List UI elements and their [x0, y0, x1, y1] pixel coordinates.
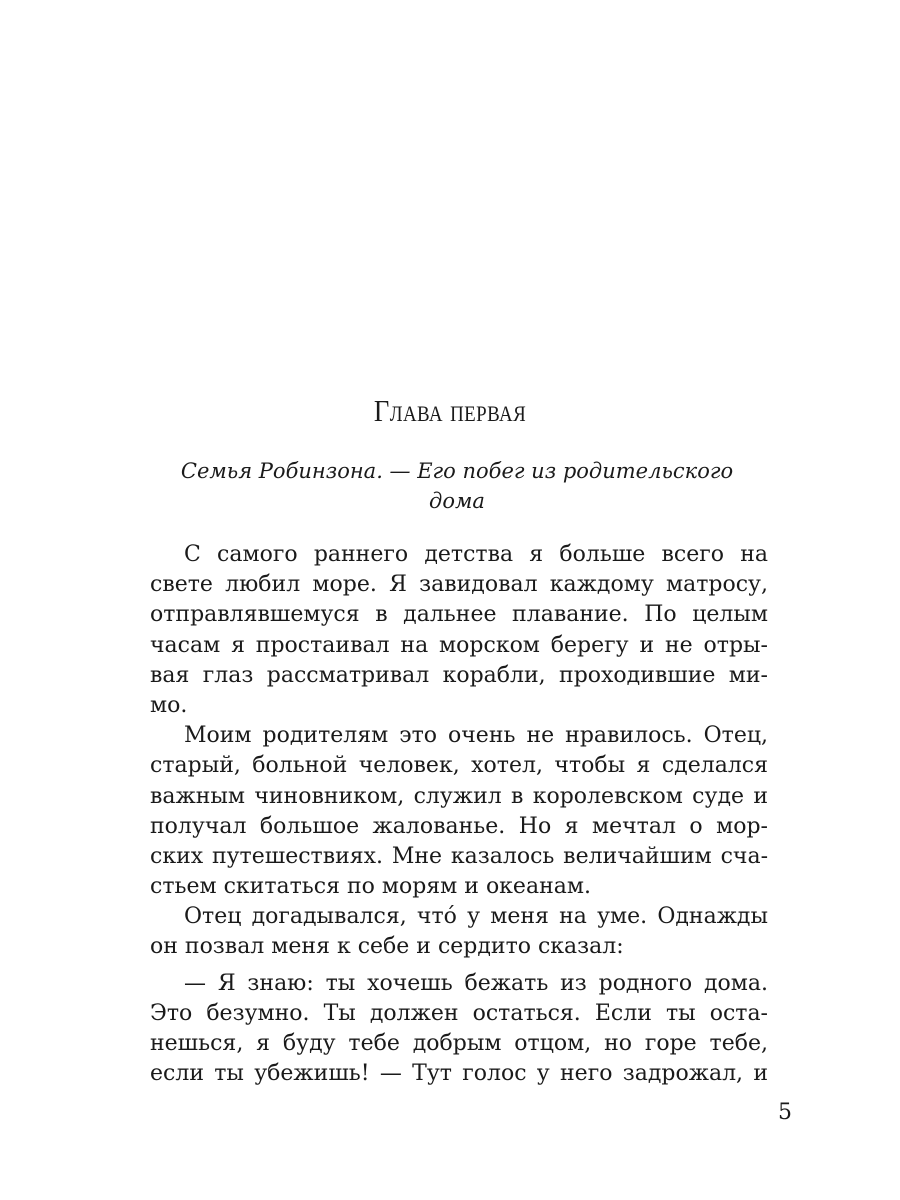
paragraph-line: нешься, я буду тебе добрым отцом, но горе тебе, — [150, 1031, 768, 1056]
paragraph-line: Моим родителям это очень не нравилось. Отец, — [184, 723, 768, 749]
body-text — [150, 540, 768, 1089]
paragraph-line: получал большое жалованье. Но я мечтал о мор- — [150, 813, 768, 839]
paragraph-line: мо. — [150, 692, 188, 718]
paragraph-line: часам я простаивал на морском берегу и не отры- — [150, 632, 768, 658]
chapter-title: Глава первая — [373, 393, 527, 428]
paragraph-line: Отец догадывался, чтó у меня на уме. Однажды — [184, 904, 768, 930]
page-number: 5 — [778, 1100, 792, 1125]
subtitle-line: Семья Робинзона. — Его побег из родительского — [180, 459, 734, 483]
paragraph-line: отправлявшемуся в дальнее плавание. По целым — [150, 602, 768, 628]
paragraph-line: С самого раннего детства я больше всего на — [184, 542, 768, 567]
paragraph-line: — Я знаю: ты хочешь бежать из родного дома. — [184, 970, 768, 996]
subtitle-line: дома — [429, 489, 485, 513]
paragraph-line: старый, больной человек, хотел, чтобы я сделался — [150, 753, 768, 779]
paragraph-line: вая глаз рассматривал корабли, проходившие ми- — [150, 662, 768, 688]
paragraph-line: он позвал меня к себе и сердито сказал: — [150, 934, 624, 960]
paragraph-line: если ты убежишь! — Тут голос у него задрожал, и — [150, 1061, 768, 1087]
paragraph-line: важным чиновником, служил в королевском суде и — [150, 783, 768, 809]
paragraph-line: ских путешествиях. Мне казалось величайшим сча- — [150, 843, 768, 869]
chapter-subtitle — [150, 456, 764, 516]
paragraph-line: Это безумно. Ты должен остаться. Если ты оста- — [150, 1000, 768, 1026]
paragraph-line: стьем скитаться по морям и океанам. — [150, 874, 591, 900]
paragraph-line: свете любил море. Я завидовал каждому матросу, — [150, 572, 768, 598]
